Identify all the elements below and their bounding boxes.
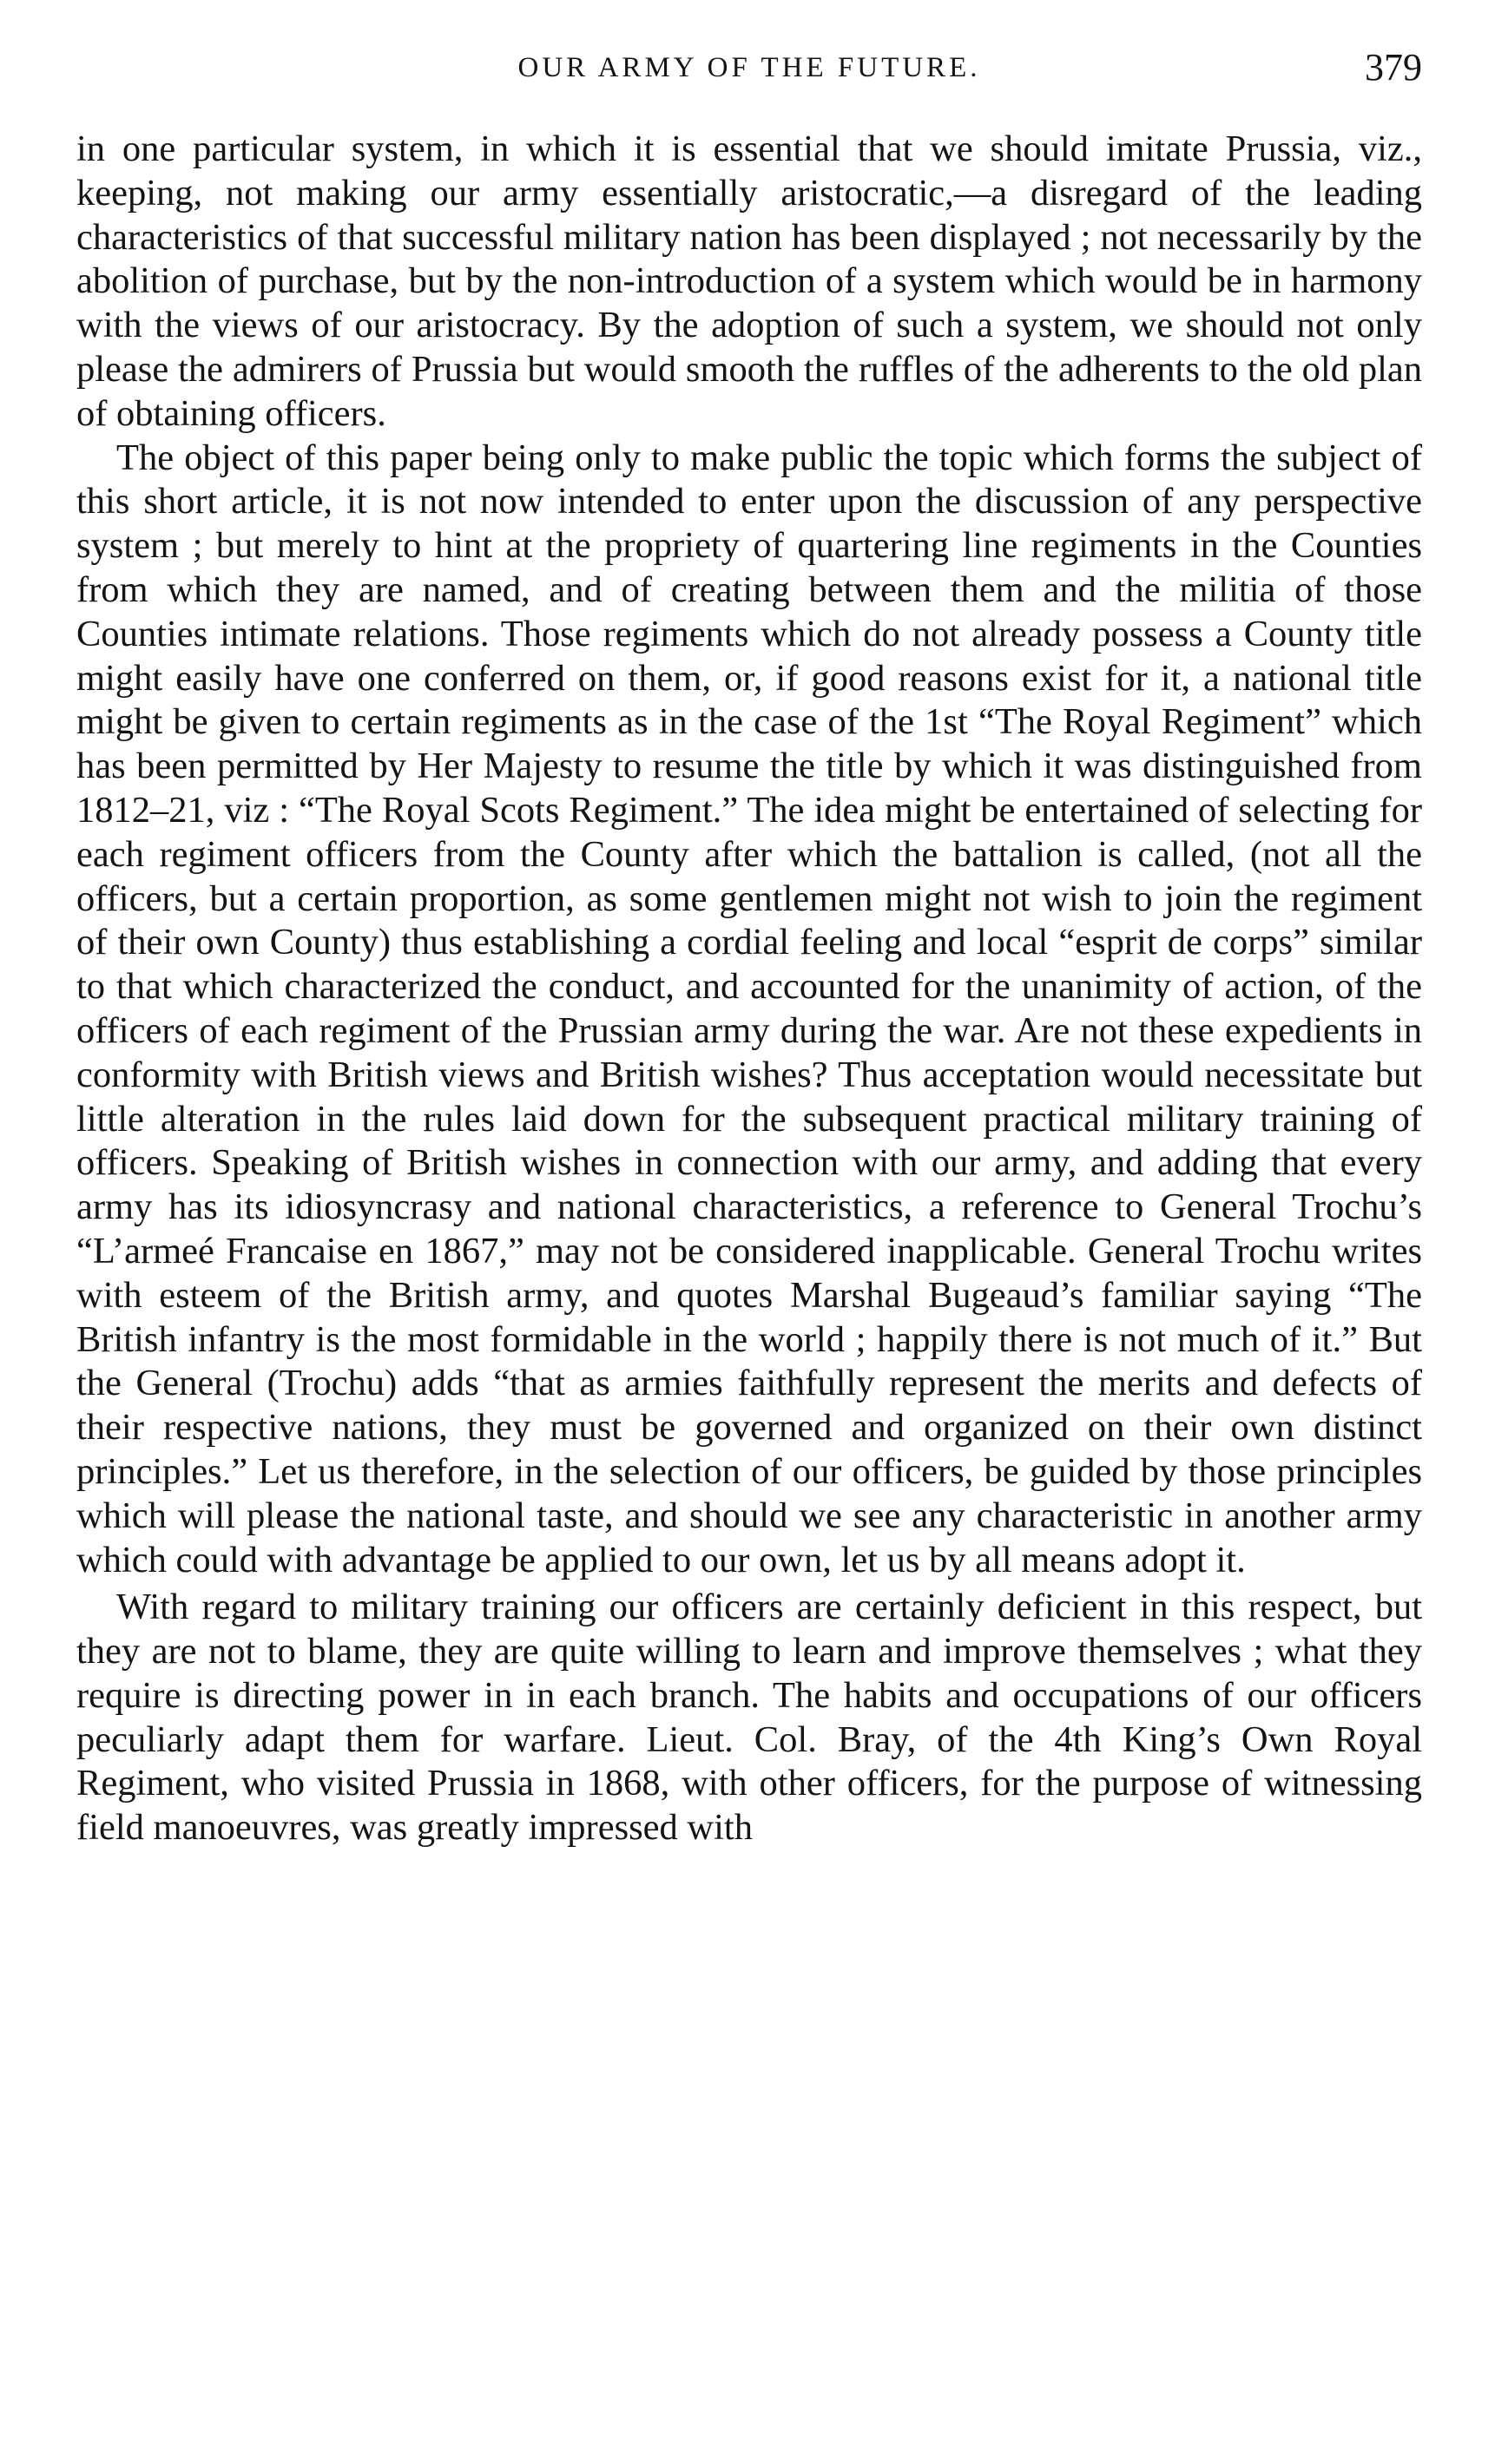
body-text [76,128,1422,1850]
paragraph-regiments: The object of this paper being only to make public the topic which forms the subject of this short article, it is not now intended to enter upon the discussion of any perspective system ; but merely to hint at the propriety of quartering line regiments in the Counties from which they are named, and of creating between them and the militia of those Counties intimate relations. Those regiments which do not already possess a County title might easily have one conferred on them, or, if good reasons exist for it, a national title might be given to certain regiments as in the case of the 1st “The Royal Regiment” which has been permitted by Her Majesty to resume the title by which it was distinguished from 1812–21, viz : “The Royal Scots Regiment.” The idea might be entertained of selecting for each regiment officers from the County after which the battalion is called, (not all the officers, but a certain proportion, as some gentlemen might not wish to join the regiment of their own County) thus establishing a cordial feeling and local “esprit de corps” similar to that which characterized the conduct, and accounted for the unanimity of action, of the officers of each regiment of the Prussian army during the war. Are not these expedients in conformity with British views and British wishes? Thus acceptation would necessitate but little alteration in the rules laid down for the subsequent practical military training of officers. Speaking of British wishes in connection with our army, and adding that every army has its idiosyncrasy and national characteristics, a reference to General Trochu’s “L’armeé Francaise en 1867,” may not be considered inapplicable. General Trochu writes with esteem of the British army, and quotes Marshal Bugeaud’s familiar saying “The British infantry is the most formidable in the world ; happily there is not much of it.” But the General (Trochu) adds “that as armies faithfully represent the merits and defects of their respective nations, they must be governed and organized on their own distinct principles.” Let us therefore, in the selection of our officers, be guided by those principles which will please the national taste, and should we see any characteristic in another army which could with advantage be applied to our own, let us by all means adopt it. [76,437,1422,1580]
page-number: 379 [1365,46,1422,89]
running-title: OUR ARMY OF THE FUTURE. [517,52,981,83]
running-header [76,45,1422,97]
paragraph-military-training: With regard to military training our officers are certainly deficient in this respect, but they are not to blame, they are quite willing to learn and improve themselves ; what they require is directing power in in each branch. The habits and occupations of our officers peculiarly adapt them for warfare. Lieut. Col. Bray, of the 4th King’s Own Royal Regiment, who visited Prussia in 1868, with other officers, for the purpose of witnessing field manoeuvres, was greatly impressed with [76,1587,1422,1849]
paragraph-continuation: in one particular system, in which it is essential that we should imitate Prussia, viz., keeping, not making our army essentially aristocratic,—a disregard of the leading characteristics of that successful military nation has been displayed ; not necessarily by the abolition of purchase, but by the non-introduction of a system which would be in harmony with the views of our aristocracy. By the adoption of such a system, we should not only please the admirers of Prussia but would smooth the ruffles of the adherents to the old plan of obtaining officers. [76,128,1422,434]
